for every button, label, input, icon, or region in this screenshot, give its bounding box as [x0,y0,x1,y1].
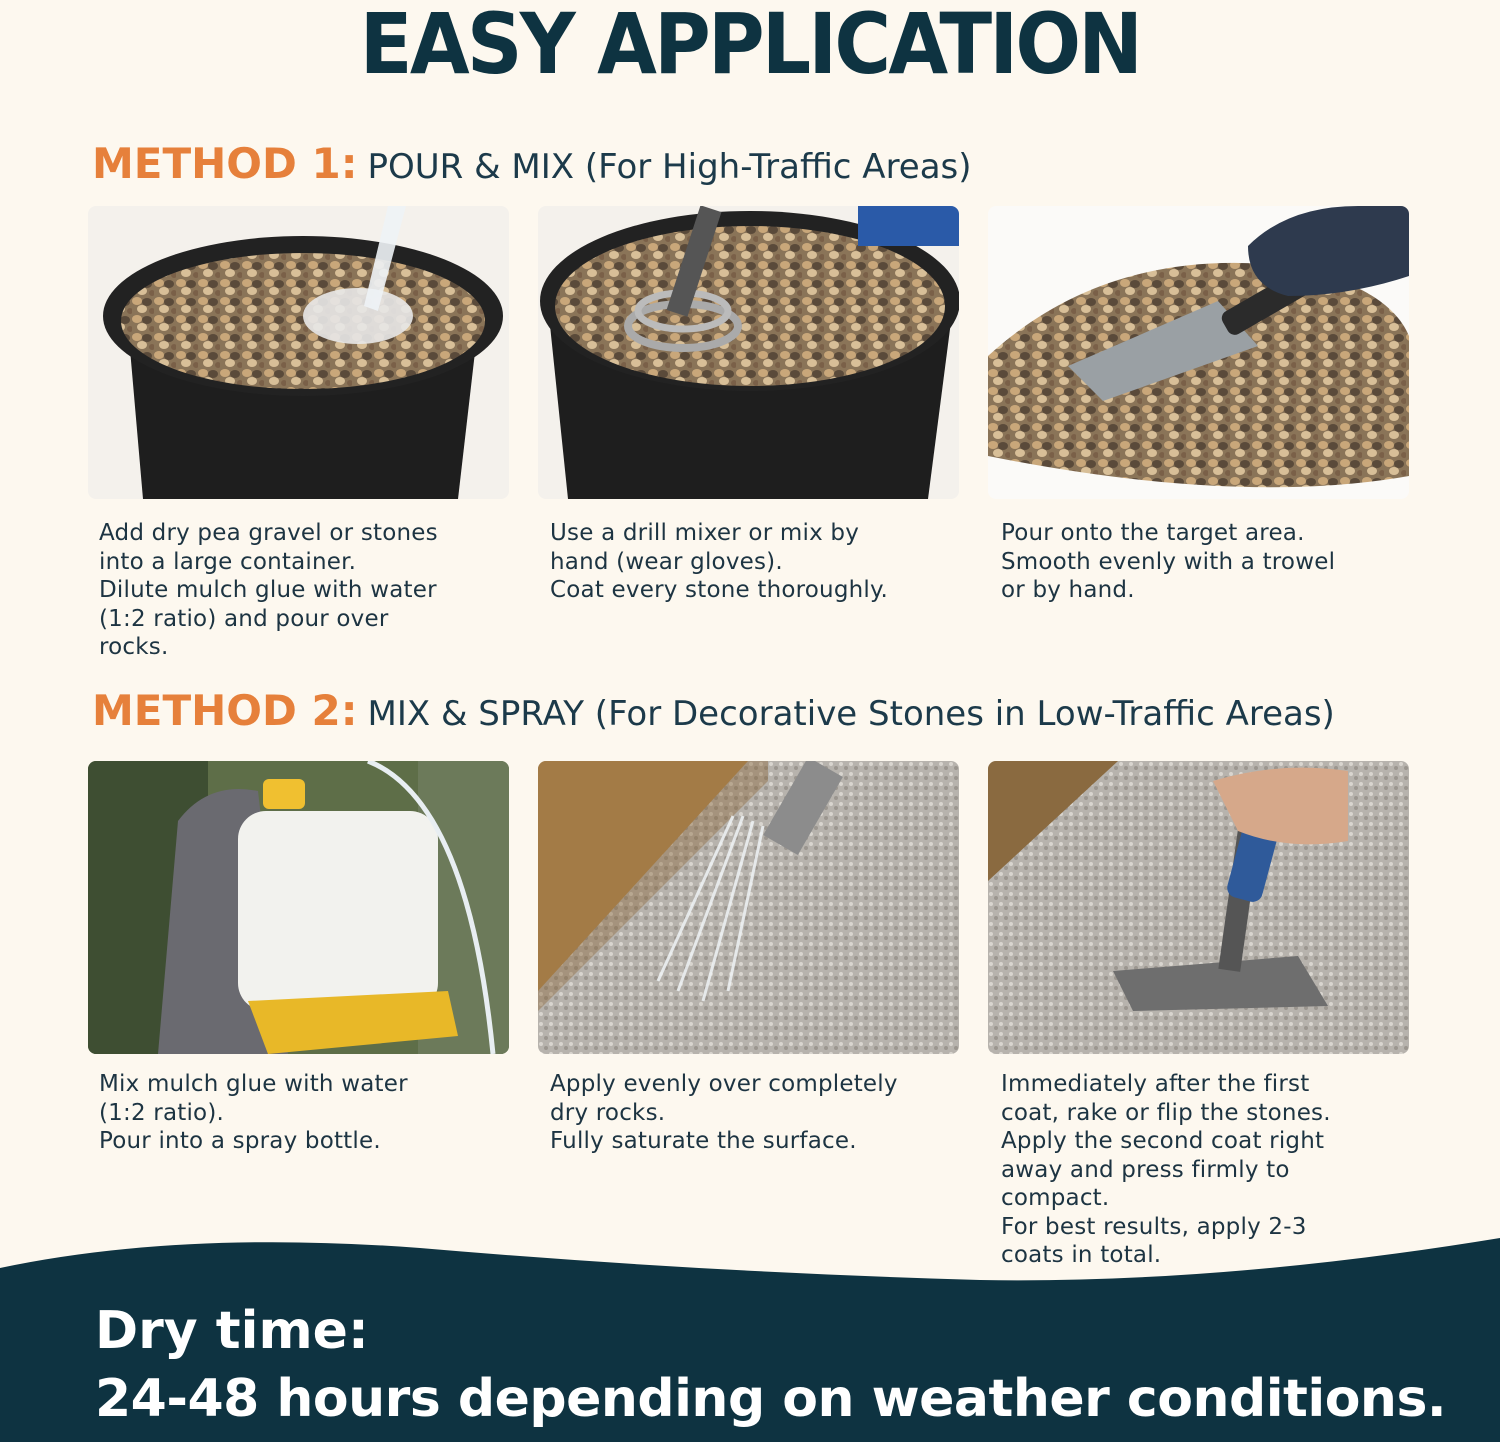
dry-time-text: 24-48 hours depending on weather conditions. [95,1369,1447,1429]
method-1-step-1-caption: Add dry pea gravel or stones into a large container. Dilute mulch glue with water (1:2 ratio) and pour over rocks. [99,520,438,660]
method-1-step-3-caption: Pour onto the target area. Smooth evenly with a trowel or by hand. [1001,520,1336,603]
method-2-label: METHOD 2: [92,686,358,735]
backpack-sprayer-photo [88,761,509,1054]
pour-glue-into-bucket-photo [88,206,509,499]
method-2-description: MIX & SPRAY (For Decorative Stones in Low-Traffic Areas) [367,694,1335,734]
method-1-heading [92,138,972,199]
method-2-step-3-caption: Immediately after the first coat, rake or flip the stones. Apply the second coat right away and press firmly to compact. For best results, apply 2-3 coats in total. [1001,1071,1331,1268]
tamper-pressing-gravel-photo [988,761,1409,1054]
method-1-step-2-caption: Use a drill mixer or mix by hand (wear gloves). Coat every stone thoroughly. [550,520,889,603]
dry-time-title: Dry time: [95,1301,369,1361]
drill-mixer-bucket-photo [538,206,959,499]
method-1-label: METHOD 1: [92,139,358,188]
page-title: EASY APPLICATION [359,0,1141,93]
trowel-smoothing-gravel-photo [988,206,1409,499]
method-2-step-1-caption: Mix mulch glue with water (1:2 ratio). Pour into a spray bottle. [99,1071,408,1154]
method-2-step-2-caption: Apply evenly over completely dry rocks. Fully saturate the surface. [550,1071,898,1154]
method-2-heading [92,685,1335,746]
method-1-description: POUR & MIX (For High-Traffic Areas) [367,147,972,187]
watering-can-spray-gravel-photo [538,761,959,1054]
